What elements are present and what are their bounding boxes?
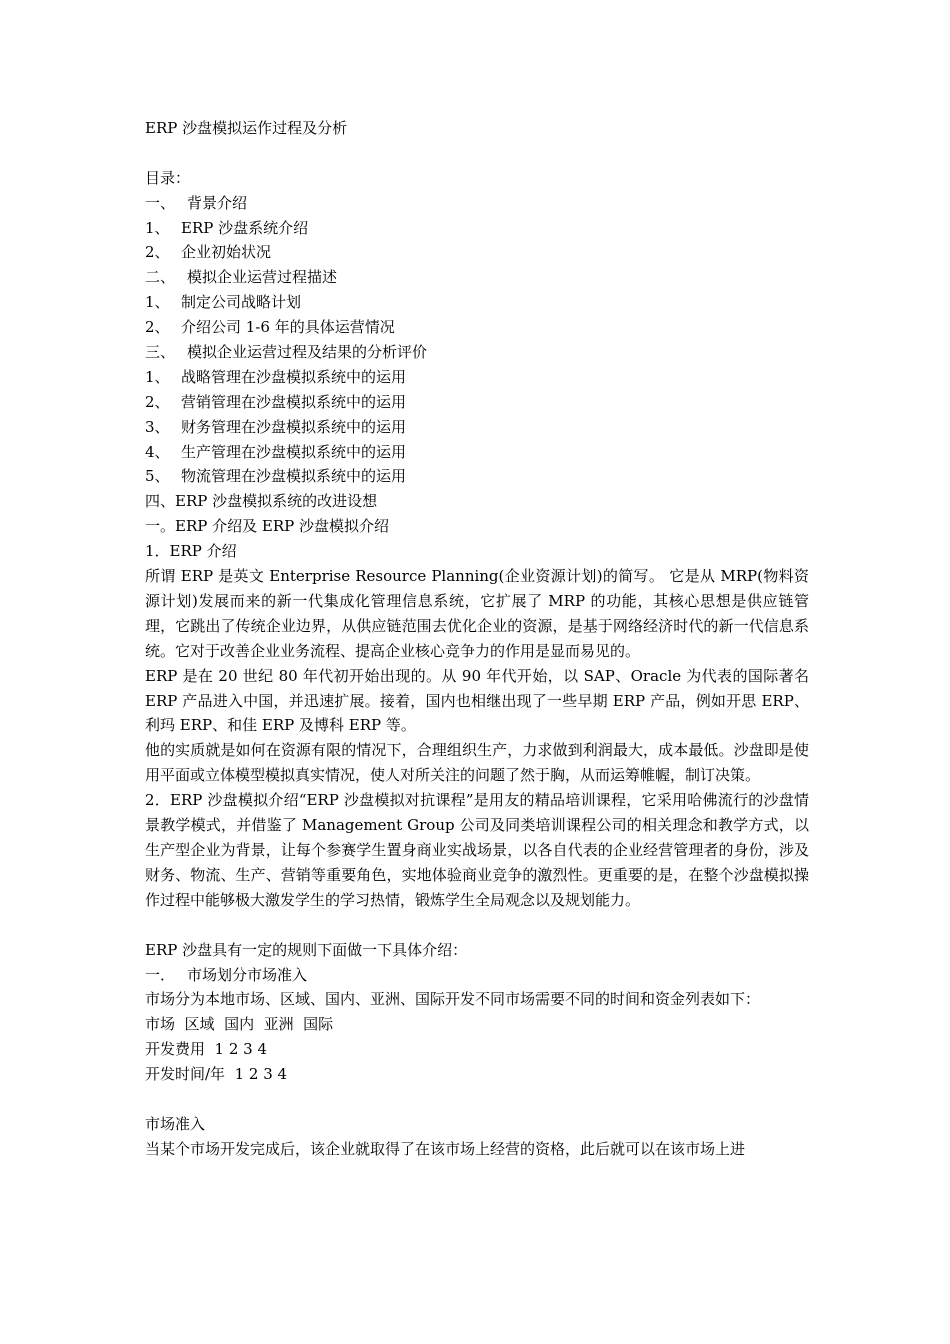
paragraph: ERP 是在 20 世纪 80 年代初开始出现的。从 90 年代开始，以 SAP、Oracle 为代表的国际著名 ERP 产品进入中国，并迅速扩展。接着，国内也相继出现了一些早期 ERP 产品，例如开思 ERP、利玛 ERP、和佳 ERP 及博科 ERP 等。	[145, 666, 809, 735]
toc-item: 1、 ERP 沙盘系统介绍	[145, 218, 309, 237]
paragraph: 当某个市场开发完成后，该企业就取得了在该市场上经营的资格，此后就可以在该市场上进	[145, 1139, 746, 1158]
paragraph: 2．ERP 沙盘模拟介绍“ERP 沙盘模拟对抗课程”是用友的精品培训课程，它采用哈佛流行的沙盘情景教学模式，并借鉴了 Management Group 公司及同类培训课程公司的相关理念和教学方式，以生产型企业为背景，让每个参赛学生置身商业实战场景，以各自代表的企业经营管理者的身份，涉及财务、物流、生产、营销等重要角色，实地体验商业竞争的激烈性。更重要的是，在整个沙盘模拟操作过程中能够极大激发学生的学习热情，锻炼学生全局观念以及规划能力。	[145, 791, 809, 909]
market-description: 市场分为本地市场、区域、国内、亚洲、国际开发不同市场需要不同的时间和资金列表如下：	[145, 990, 761, 1009]
table-row: 开发时间/年 1 2 3 4	[145, 1065, 288, 1084]
toc-item: 5、 物流管理在沙盘模拟系统中的运用	[145, 467, 407, 486]
toc-item: 2、 介绍公司 1-6 年的具体运营情况	[145, 318, 395, 337]
rule-heading: 一． 市场划分市场准入	[145, 965, 308, 984]
spacer	[145, 141, 809, 166]
toc-item: 3、 财务管理在沙盘模拟系统中的运用	[145, 417, 407, 436]
toc-item: 4、 生产管理在沙盘模拟系统中的运用	[145, 442, 407, 461]
subsection-heading: 市场准入	[145, 1114, 206, 1133]
toc-item: 1、 制定公司战略计划	[145, 293, 302, 312]
toc-item: 一、 背景介绍	[145, 193, 248, 212]
toc-item: 二、 模拟企业运营过程描述	[145, 268, 338, 287]
toc-item: 三、 模拟企业运营过程及结果的分析评价	[145, 343, 428, 362]
rules-intro: ERP 沙盘具有一定的规则下面做一下具体介绍：	[145, 940, 468, 959]
toc-item: 2、 营销管理在沙盘模拟系统中的运用	[145, 392, 407, 411]
paragraph: 所谓 ERP 是英文 Enterprise Resource Planning(企业资源计划)的简写。 它是从 MRP(物料资源计划)发展而来的新一代集成化管理信息系统，它扩展了 MRP 的功能，其核心思想是供应链管理，它跳出了传统企业边界，从供应链范围去优化企业的资源，是基于网络经济时代的新一代信息系统。它对于改善企业业务流程、提高企业核心竞争力的作用是显而易见的。	[145, 567, 809, 660]
toc-item: 2、 企业初始状况	[145, 243, 272, 262]
toc-heading: 目录：	[145, 168, 191, 187]
spacer	[145, 1087, 809, 1112]
paragraph: 他的实质就是如何在资源有限的情况下，合理组织生产，力求做到利润最大，成本最低。沙盘即是使用平面或立体模型模拟真实情况，使人对所关注的问题了然于胸，从而运筹帷幄，制订决策。	[145, 741, 809, 785]
table-row: 开发费用 1 2 3 4	[145, 1040, 268, 1059]
document-body	[145, 116, 809, 1162]
table-row: 市场 区域 国内 亚洲 国际	[145, 1015, 334, 1034]
toc-item: 1、 战略管理在沙盘模拟系统中的运用	[145, 367, 407, 386]
toc-item: 四、ERP 沙盘模拟系统的改进设想	[145, 492, 378, 511]
table-of-contents	[145, 191, 809, 515]
market-table	[145, 1012, 809, 1087]
subsection-heading: 1．ERP 介绍	[145, 542, 237, 561]
spacer	[145, 913, 809, 938]
document-title: ERP 沙盘模拟运作过程及分析	[145, 119, 348, 137]
section-heading: 一。ERP 介绍及 ERP 沙盘模拟介绍	[145, 517, 389, 536]
